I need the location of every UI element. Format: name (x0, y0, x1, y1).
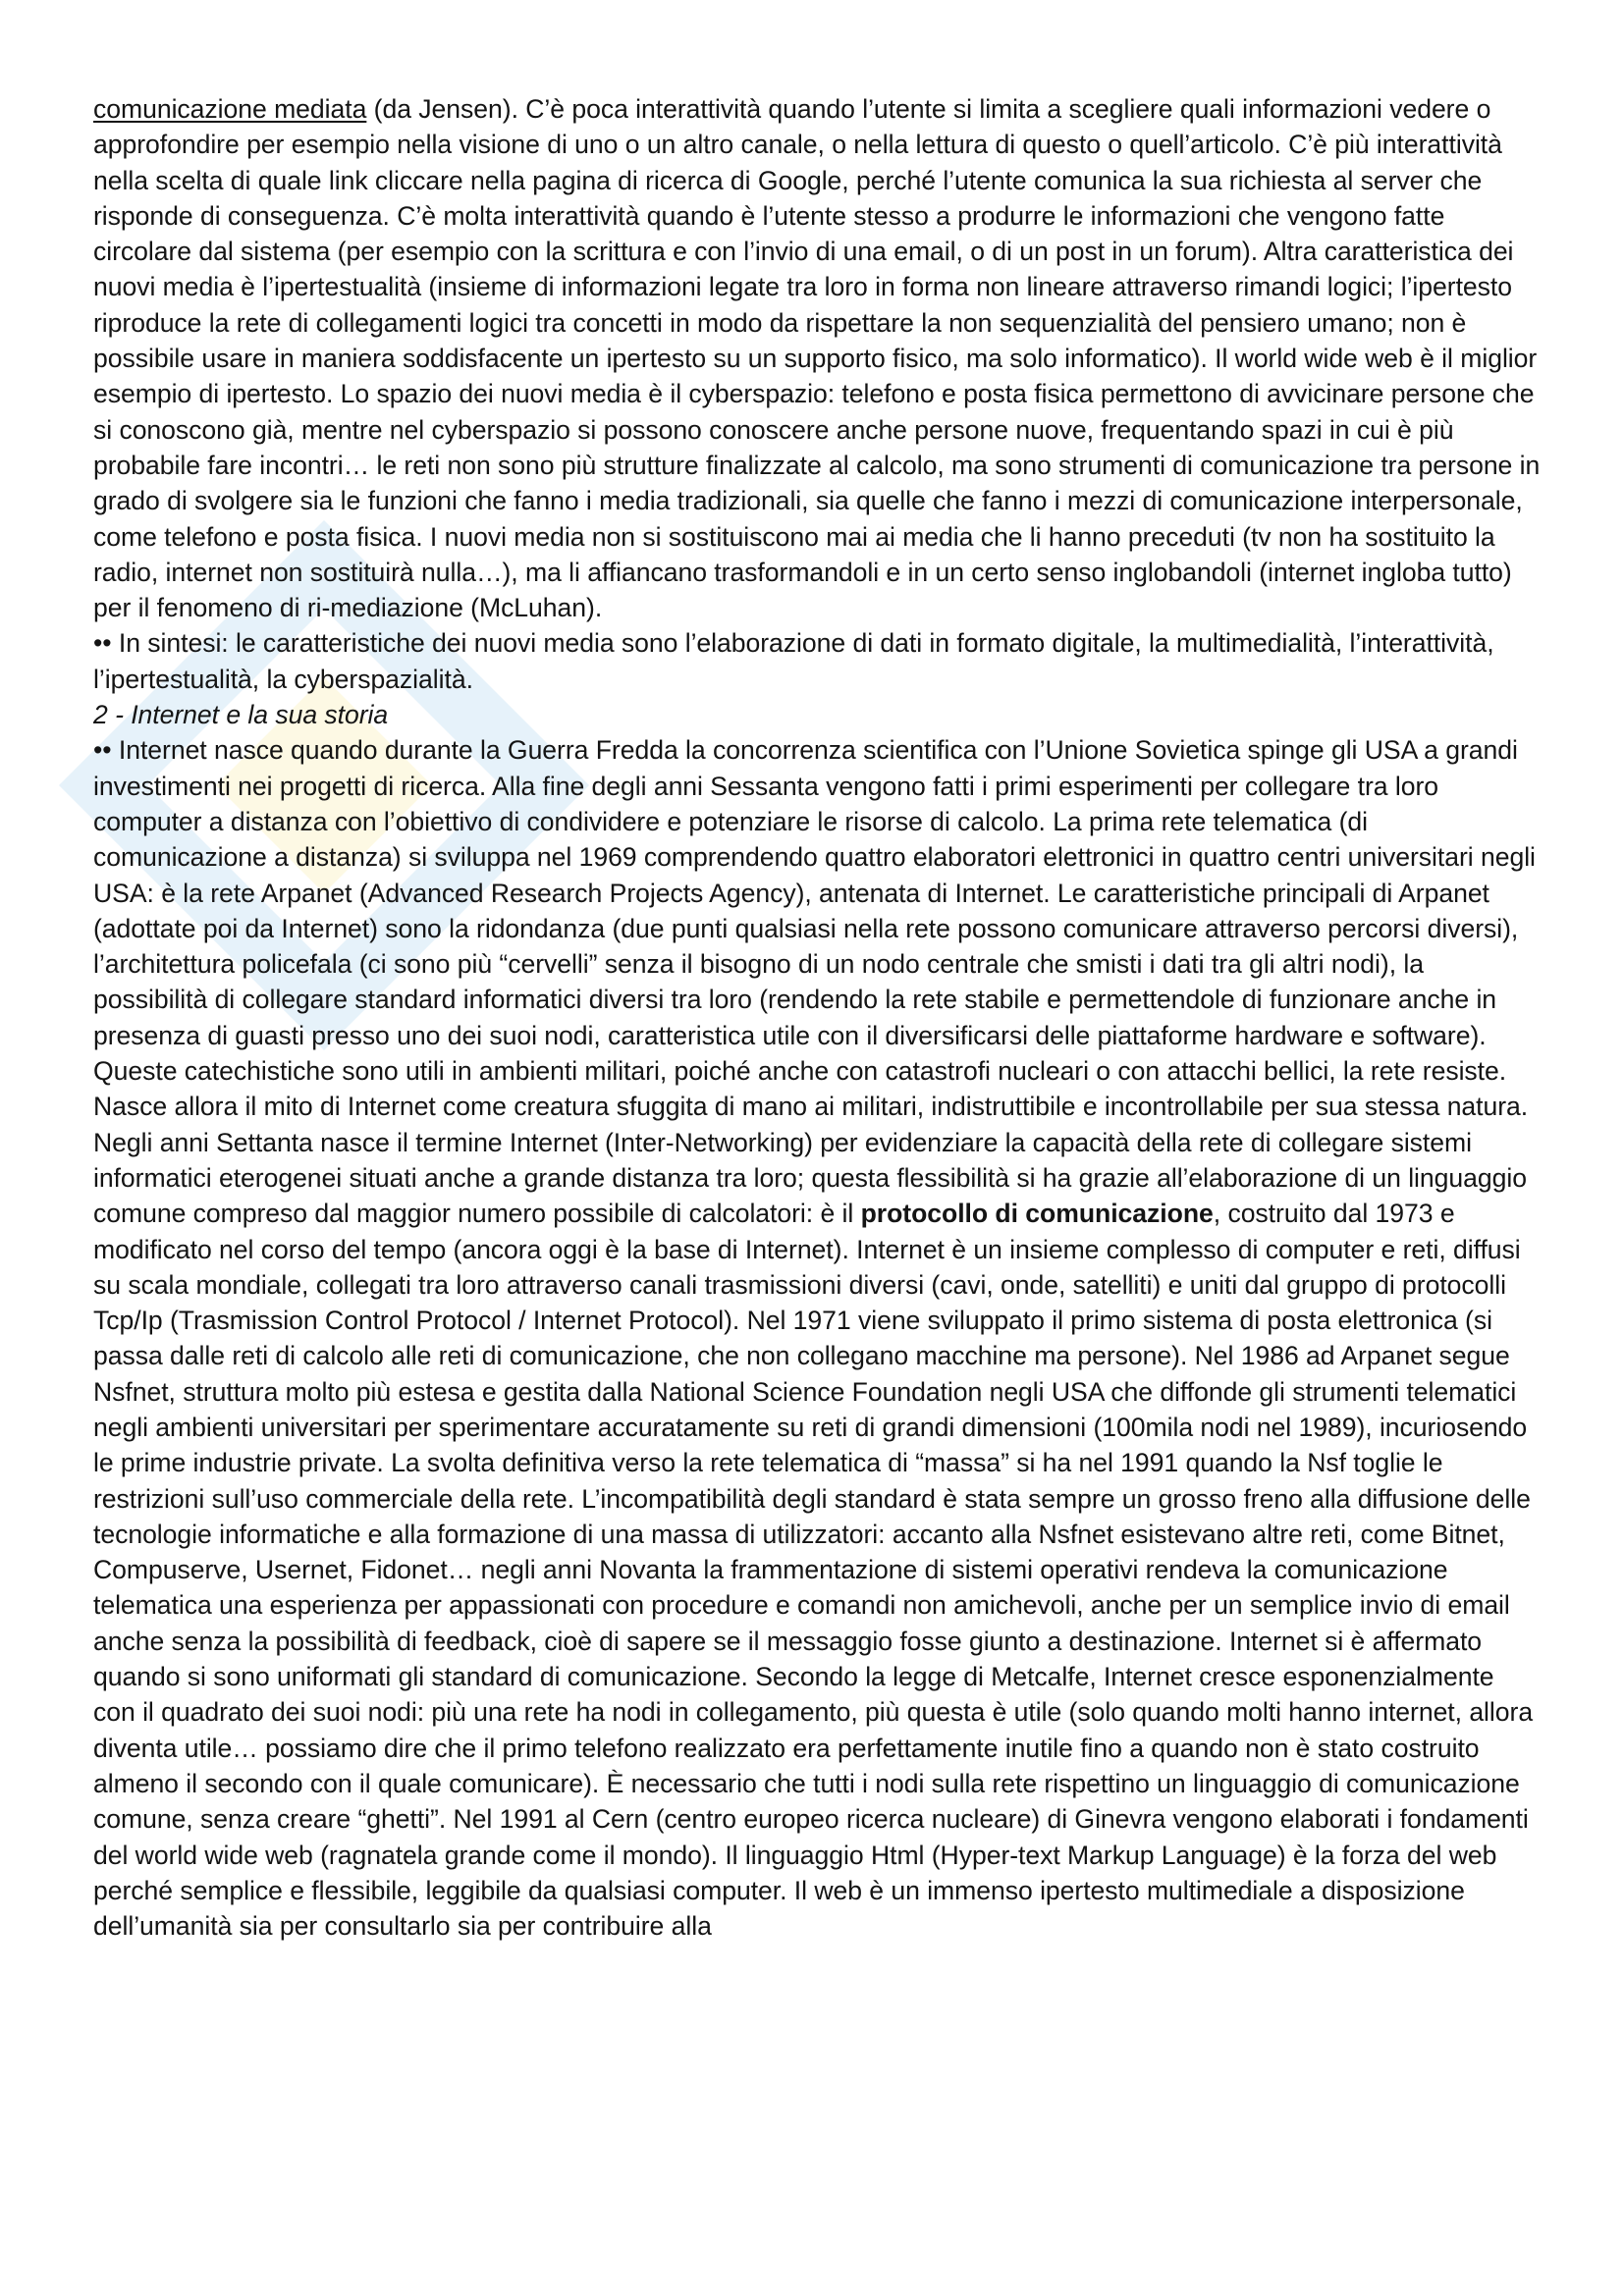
text-run: , costruito dal 1973 e modificato nel corso del tempo (ancora oggi è la base di Internet). Internet è un insieme complesso di computer e reti, diffusi su scala mondiale, collegati tra loro attraverso canali trasmissioni diversi (cavi, onde, satelliti) e uniti dal gruppo di protocolli Tcp/Ip (Trasmission Control Protocol / Internet Protocol). Nel 1971 viene sviluppato il primo sistema di posta elettronica (si passa dalle reti di calcolo alle reti di comunicazione, che non collegano macchine ma persone). Nel 1986 ad Arpanet segue Nsfnet, struttura molto più estesa e gestita dalla National Science Foundation negli USA che diffonde gli strumenti telematici negli ambienti universitari per sperimentare accuratamente su reti di grandi dimensioni (100mila nodi nel 1989), incuriosendo le prime industrie private. La svolta definitiva verso la rete telematica di “massa” si ha nel 1991 quando la Nsf toglie le restrizioni sull’uso commerciale della rete. L’incompatibilità degli standard è stata sempre un grosso freno alla diffusione delle tecnologie informatiche e alla formazione di una massa di utilizzatori: accanto alla Nsfnet esistevano altre reti, come Bitnet, Compuserve, Usernet, Fidonet… negli anni Novanta la frammentazione di sistemi operativi rendeva la comunicazione telematica una esperienza per appassionati con procedure e comandi non amichevoli, anche per un semplice invio di email anche senza la possibilità di feedback, cioè di sapere se il messaggio fosse giunto a destinazione. Internet si è affermato quando si sono uniformati gli standard di comunicazione. Secondo la legge di Metcalfe, Internet cresce esponenzialmente con il quadrato dei suoi nodi: più una rete ha nodi in collegamento, più questa è utile (solo quando molti hanno internet, allora diventa utile… possiamo dire che il primo telefono realizzato era perfettamente inutile fino a quando non è stato costruito almeno il secondo con il quale comunicare). È necessario che tutti i nodi sulla rete rispettino un linguaggio di comunicazione comune, senza creare “ghetti”. Nel 1991 al Cern (centro europeo ricerca nucleare) di Ginevra vengono elaborati i fondamenti del world wide web (ragnatela grande come il mondo). Il linguaggio Html (Hyper-text Markup Language) è la forza del web perché semplice e flessibile, leggibile da qualsiasi computer. Il web è un immenso ipertesto multimediale a disposizione dell’umanità sia per consultarlo sia per contribuire alla (93, 1199, 1534, 1942)
paragraph (93, 91, 1542, 625)
document-body (93, 91, 1542, 1944)
underline-text-run: comunicazione mediata (93, 94, 367, 124)
text-run: •• In sintesi: le caratteristiche dei nuovi media sono l’elaborazione di dati in formato digitale, la multimedialità, l’interattività, l’ipertestualità, la cyberspazialità. (93, 628, 1494, 694)
bold-text-run: protocollo di comunicazione (860, 1199, 1214, 1229)
section-heading (93, 697, 1542, 732)
paragraph (93, 732, 1542, 1944)
italic-text-run: 2 - Internet e la sua storia (93, 700, 389, 730)
text-run: (da Jensen). C’è poca interattività quando l’utente si limita a scegliere quali informazioni vedere o approfondire per esempio nella visione di uno o un altro canale, o nella lettura di questo o quell’articolo. C’è più interattività nella scelta di quale link cliccare nella pagina di ricerca di Google, perché l’utente comunica la sua richiesta al server che risponde di conseguenza. C’è molta interattività quando è l’utente stesso a produrre le informazioni che vengono fatte circolare dal sistema (per esempio con la scrittura e con l’invio di una email, o di un post in un forum). Altra caratteristica dei nuovi media è l’ipertestualità (insieme di informazioni legate tra loro in forma non lineare attraverso rimandi logici; l’ipertesto riproduce la rete di collegamenti logici tra concetti in modo da rispettare la non sequenzialità del pensiero umano; non è possibile usare in maniera soddisfacente un ipertesto su un supporto fisico, ma solo informatico). Il world wide web è il miglior esempio di ipertesto. Lo spazio dei nuovi media è il cyberspazio: telefono e posta fisica permettono di avvicinare persone che si conoscono già, mentre nel cyberspazio si possono conoscere anche persone nuove, frequentando spazi in cui è più probabile fare incontri… le reti non sono più strutture finalizzate al calcolo, ma sono strumenti di comunicazione tra persone in grado di svolgere sia le funzioni che fanno i media tradizionali, sia quelle che fanno i mezzi di comunicazione interpersonale, come telefono e posta fisica. I nuovi media non si sostituiscono mai ai media che li hanno preceduti (tv non ha sostituito la radio, internet non sostituirà nulla…), ma li affiancano trasformandoli e in un certo senso inglobandoli (internet ingloba tutto) per il fenomeno di ri-mediazione (McLuhan). (93, 94, 1541, 623)
paragraph (93, 625, 1542, 697)
text-run: •• Internet nasce quando durante la Guerra Fredda la concorrenza scientifica con l’Unione Sovietica spinge gli USA a grandi investimenti nei progetti di ricerca. Alla fine degli anni Sessanta vengono fatti i primi esperimenti per collegare tra loro computer a distanza con l’obiettivo di condividere e potenziare le risorse di calcolo. La prima rete telematica (di comunicazione a distanza) si sviluppa nel 1969 comprendendo quattro elaboratori elettronici in quattro centri universitari negli USA: è la rete Arpanet (Advanced Research Projects Agency), antenata di Internet. Le caratteristiche principali di Arpanet (adottate poi da Internet) sono la ridondanza (due punti qualsiasi nella rete possono comunicare attraverso percorsi diversi), l’architettura policefala (ci sono più “cervelli” senza il bisogno di un nodo centrale che smisti i dati tra gli altri nodi), la possibilità di collegare standard informatici diversi tra loro (rendendo la rete stabile e permettendole di funzionare anche in presenza di guasti presso uno dei suoi nodi, caratteristica utile con il diversificarsi delle piattaforme hardware e software). Queste catechistiche sono utili in ambienti militari, poiché anche con catastrofi nucleari o con attacchi bellici, la rete resiste. Nasce allora il mito di Internet come creatura sfuggita di mano ai militari, indistruttibile e incontrollabile per sua stessa natura. Negli anni Settanta nasce il termine Internet (Inter-Networking) per evidenziare la capacità della rete di collegare sistemi informatici eterogenei situati anche a grande distanza tra loro; questa flessibilità si ha grazie all’elaborazione di un linguaggio comune compreso dal maggior numero possibile di calcolatori: è il (93, 735, 1536, 1229)
